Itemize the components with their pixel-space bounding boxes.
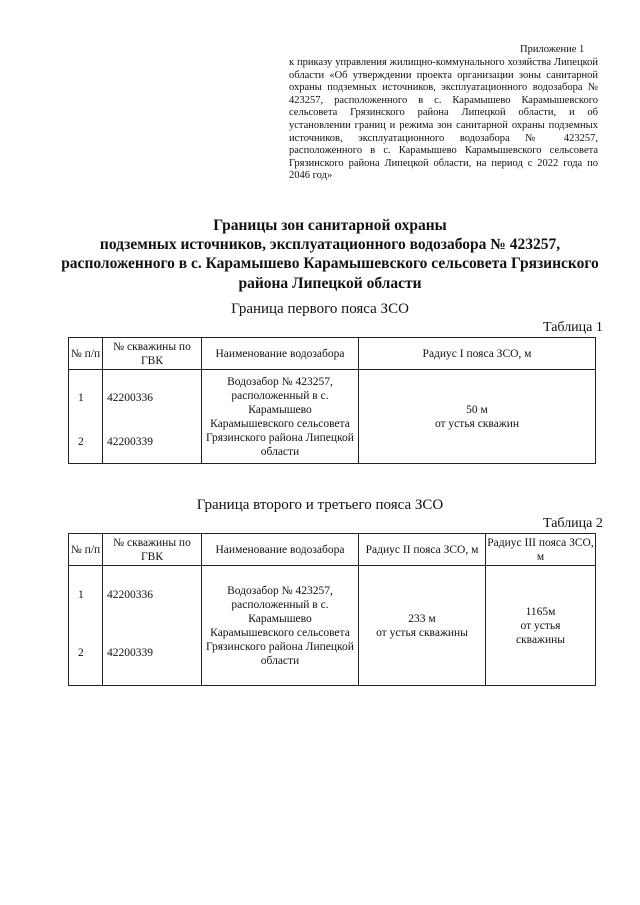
title-line-1: Границы зон санитарной охраны (213, 217, 447, 234)
row-number: 1 (78, 589, 84, 601)
document-title (40, 216, 620, 293)
col-header-well: № скважины по ГВК (103, 338, 202, 370)
zone2-3-table (68, 533, 596, 686)
table-header-row (69, 338, 596, 370)
col-header-radius3: Радиус III пояса ЗСО, м (486, 534, 596, 566)
table-row (69, 370, 596, 464)
appendix-reference-text: к приказу управления жилищно-коммунального хозяйства Липецкой области «Об утверждении проекта организации зоны санитарной охраны подземных источников, эксплуатационного водозабора № 423257, расположенного в с. Карамышево Карамышевского сельсовета Грязинского района Липецкой области, и об установлении границ и режима зон санитарной охраны подземных источников, эксплуатационного водозабора № 423257, расположенного в с. Карамышево Карамышевского сельсовета Грязинского района Липецкой области, на период с 2022 года по 2046 год» (289, 57, 598, 182)
col-header-radius1: Радиус I пояса ЗСО, м (359, 338, 596, 370)
well-number: 42200339 (107, 436, 153, 448)
title-line-4: района Липецкой области (238, 274, 422, 292)
appendix-title: Приложение 1 (520, 44, 585, 55)
table1-label: Таблица 1 (543, 320, 603, 335)
zone1-table (68, 337, 596, 464)
col-header-number: № п/п (69, 534, 103, 566)
col-header-intake: Наименование водозабора (202, 338, 359, 370)
well-number: 42200336 (107, 589, 153, 601)
intake-name-cell: Водозабор № 423257, расположенный в с. Карамышево Карамышевского сельсовета Грязинского района Липецкой области (202, 370, 359, 464)
radius3-cell: 1165м от устья скважины (486, 566, 596, 686)
row-number: 2 (78, 647, 84, 659)
table1-heading: Граница первого пояса ЗСО (231, 301, 409, 317)
table2-heading: Граница второго и третьего пояса ЗСО (196, 497, 444, 513)
row-number: 2 (78, 436, 84, 448)
col-header-radius2: Радиус II пояса ЗСО, м (359, 534, 486, 566)
row-number: 1 (78, 392, 84, 404)
well-numbers-cell (103, 370, 202, 464)
well-number: 42200336 (107, 392, 153, 404)
col-header-well: № скважины по ГВК (103, 534, 202, 566)
table-row (69, 566, 596, 686)
well-numbers-cell (103, 566, 202, 686)
title-line-3: расположенного в с. Карамышево Карамышевского сельсовета Грязинского (61, 255, 599, 273)
col-header-number: № п/п (69, 338, 103, 370)
well-number: 42200339 (107, 647, 153, 659)
radius2-cell: 233 м от устья скважины (359, 566, 486, 686)
col-header-intake: Наименование водозабора (202, 534, 359, 566)
radius1-cell: 50 м от устья скважин (359, 370, 596, 464)
row-numbers-cell (69, 566, 103, 686)
intake-name-cell: Водозабор № 423257, расположенный в с. Карамышево Карамышевского сельсовета Грязинского района Липецкой области (202, 566, 359, 686)
table2-label: Таблица 2 (543, 516, 603, 531)
title-line-2: подземных источников, эксплуатационного водозабора № 423257, (99, 236, 561, 254)
row-numbers-cell (69, 370, 103, 464)
table-header-row (69, 534, 596, 566)
